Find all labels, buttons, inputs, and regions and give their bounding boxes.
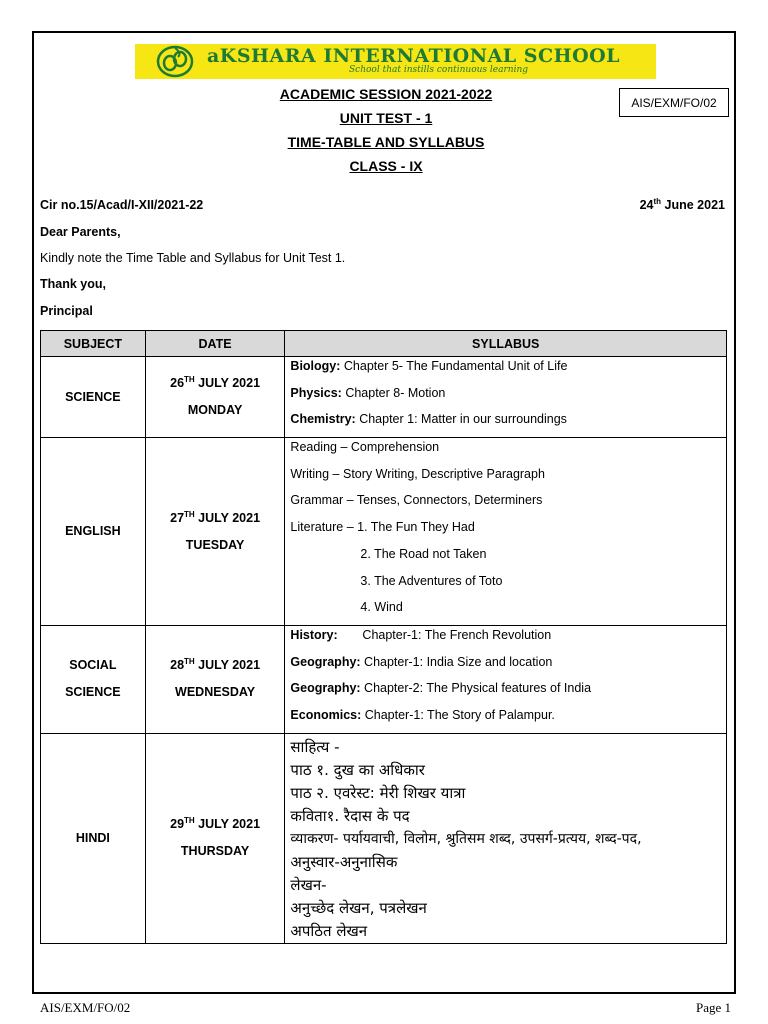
syllabus-cell: Reading – Comprehension Writing – Story Writing, Descriptive Paragraph Grammar – Tenses, Connectors, Determiners Literature – 1. The Fun They Had 2. The Road not Taken 3. The Adventures of Toto 4. Wind	[285, 438, 727, 626]
circular-date: 24th June 2021	[639, 196, 725, 212]
circular-number: Cir no.15/Acad/I-XII/2021-22	[40, 198, 204, 212]
greeting: Dear Parents,	[40, 225, 121, 239]
signature: Principal	[40, 304, 93, 318]
date-cell: 29TH JULY 2021 THURSDAY	[145, 733, 285, 943]
date-cell: 27TH JULY 2021 TUESDAY	[145, 438, 285, 626]
syllabus-cell: साहित्य - पाठ १. दुख का अधिकार पाठ २. एवरेस्ट: मेरी शिखर यात्रा कविता१. रैदास के पद व्याकरण- पर्यायवाची, विलोम, श्रुतिसम शब्द, उपसर्ग-प्रत्यय, शब्द-पद, अनुस्वार-अनुनासिक लेखन- अनुच्छेद लेखन, पत्रलेखन अपठित लेखन	[285, 733, 727, 943]
session-title: ACADEMIC SESSION 2021-2022	[279, 86, 493, 102]
subject-cell: SOCIAL SCIENCE	[41, 626, 146, 734]
date-cell: 28TH JULY 2021 WEDNESDAY	[145, 626, 285, 734]
test-title: UNIT TEST - 1	[339, 110, 433, 126]
header-subject: SUBJECT	[41, 331, 146, 357]
timetable	[40, 330, 727, 944]
subject-cell: SCIENCE	[41, 357, 146, 438]
header-date: DATE	[145, 331, 285, 357]
date-cell: 26TH JULY 2021 MONDAY	[145, 357, 285, 438]
school-name: aKSHARA INTERNATIONAL SCHOOL	[207, 45, 621, 67]
document-title: TIME-TABLE AND SYLLABUS	[287, 134, 485, 150]
subject-cell: ENGLISH	[41, 438, 146, 626]
notice-body: Kindly note the Time Table and Syllabus for Unit Test 1.	[40, 251, 346, 265]
footer-form-code: AIS/EXM/FO/02	[40, 1000, 131, 1015]
table-row-hindi	[41, 733, 727, 943]
table-row-social-science	[41, 626, 727, 734]
table-header-row	[41, 331, 727, 357]
table-row-science	[41, 357, 727, 438]
school-logo-icon	[155, 45, 195, 78]
thanks-line: Thank you,	[40, 277, 106, 291]
class-title: CLASS - IX	[349, 158, 423, 174]
syllabus-cell: Biology: Chapter 5- The Fundamental Unit of Life Physics: Chapter 8- Motion Chemistry: Chapter 1: Matter in our surroundings	[285, 357, 727, 438]
subject-cell: HINDI	[41, 733, 146, 943]
form-code: AIS/EXM/FO/02	[619, 88, 729, 117]
school-tagline: School that instills continuous learning	[349, 65, 529, 75]
table-row-english	[41, 438, 727, 626]
school-banner	[135, 44, 656, 79]
page-number: Page 1	[695, 1000, 731, 1015]
header-syllabus: SYLLABUS	[285, 331, 727, 357]
syllabus-cell: History: Chapter-1: The French Revolution Geography: Chapter-1: India Size and location Geography: Chapter-2: The Physical features of India Economics: Chapter-1: The Story of Palampur.	[285, 626, 727, 734]
